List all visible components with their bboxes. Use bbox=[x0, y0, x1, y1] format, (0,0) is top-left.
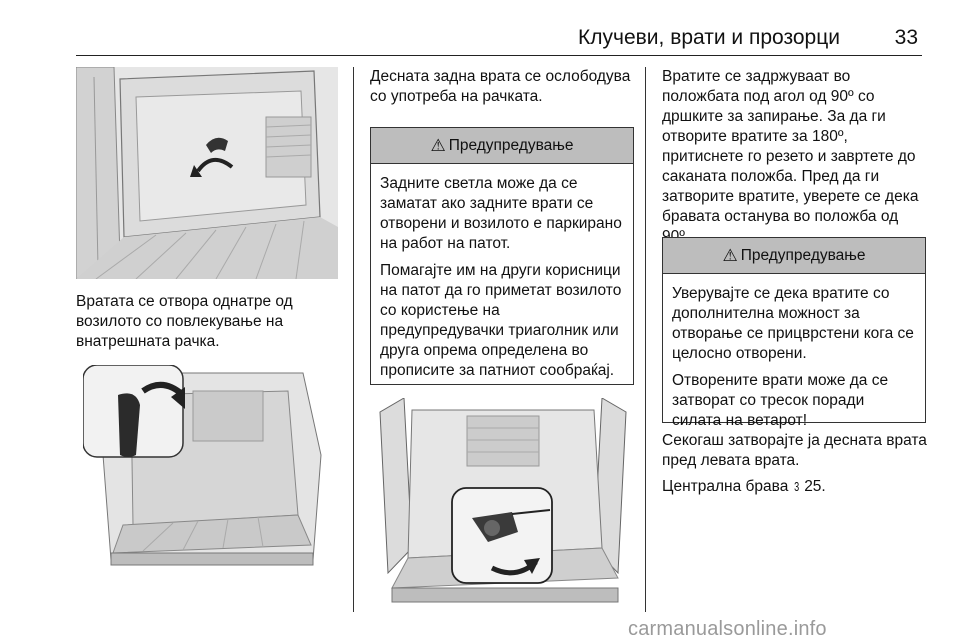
figure-inner-door-handle bbox=[76, 67, 338, 279]
page-ref-arrow-icon: 3 bbox=[793, 479, 799, 494]
central-lock-page-ref[interactable]: 25. bbox=[804, 478, 826, 495]
warning-header-right bbox=[663, 238, 925, 274]
warning-title-middle: Предупредување bbox=[448, 136, 574, 154]
warning-right-paragraph-2: Отворените врати може да се затворат со тресок поради силата на ветарот! bbox=[672, 372, 889, 429]
warning-title-right: Предупредување bbox=[740, 246, 866, 264]
warning-triangle-icon: ⚠ bbox=[722, 245, 738, 265]
column-divider-2 bbox=[645, 67, 646, 612]
middle-intro: Десната задна врата се ослободува со употреба на рачката. bbox=[370, 68, 631, 105]
page-header bbox=[0, 0, 960, 56]
footer-watermark: carmanualsonline.info bbox=[628, 618, 827, 640]
warning-paragraph-2: Помагајте им на други корисници на патот да го приметат возилото со користење на предупредувачки триаголник или друга опрема определена во прописите за патниот сообраќај. bbox=[380, 262, 622, 379]
header-title: Клучеви, врати и прозорци bbox=[578, 26, 840, 49]
warning-box-right bbox=[662, 237, 926, 429]
figure-rear-door-handle bbox=[83, 365, 333, 570]
page-number: 33 bbox=[894, 26, 918, 49]
central-lock-label: Централна брава bbox=[662, 478, 789, 495]
column-divider-1 bbox=[353, 67, 354, 612]
central-lock-reference[interactable] bbox=[662, 477, 927, 497]
figure-door-stop bbox=[372, 398, 634, 608]
left-caption: Вратата се отвора однатре од возилото со повлекување на внатрешната рачка. bbox=[76, 293, 293, 350]
header-rule bbox=[76, 55, 922, 56]
warning-header-middle bbox=[371, 128, 633, 164]
right-close-paragraph: Секогаш затворајте ја десната врата пред левата врата. bbox=[662, 432, 927, 469]
warning-paragraph-1: Задните светла може да се заматат ако задните врати се отворени и возилото е паркирано на работ на патот. bbox=[380, 175, 622, 252]
right-intro: Вратите се задржуваат во положбата под агол од 90º со дршките за запирање. За да ги отворите вратите за 180º, притиснете го резето и завртете до саканата положба. Пред да ги затворите вратите, уверете се дека бравата останува во положба од bbox=[662, 68, 919, 225]
warning-right-paragraph-1: Уверувајте се дека вратите со дополнителна можност за отворање се прицврстени кога се целосно отворени. bbox=[672, 285, 914, 362]
warning-triangle-icon: ⚠ bbox=[430, 135, 446, 155]
warning-box-middle bbox=[370, 127, 634, 385]
